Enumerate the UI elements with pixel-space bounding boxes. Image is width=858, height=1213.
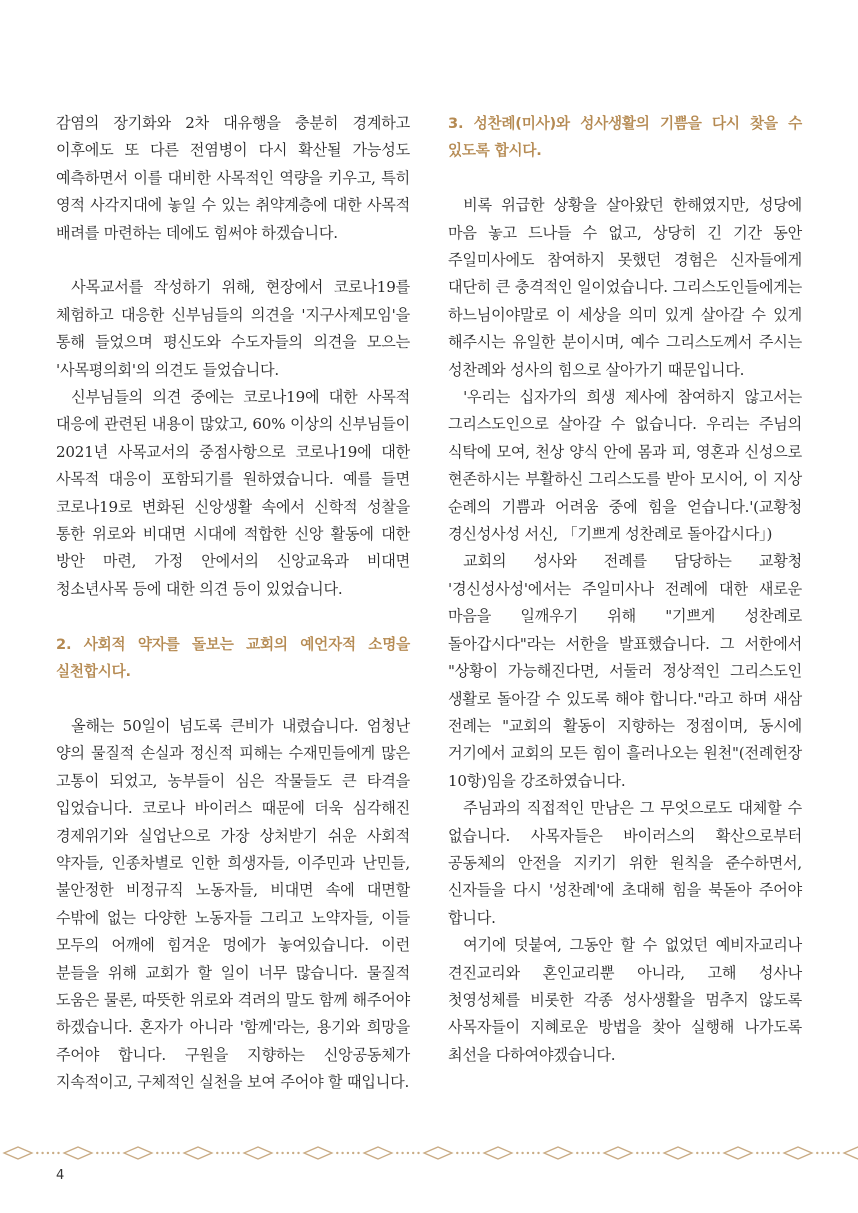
ornament-dot	[472, 1152, 474, 1154]
ornament-dot	[456, 1152, 458, 1154]
ornament-dot	[587, 1152, 589, 1154]
ornament-dot	[412, 1152, 414, 1154]
ornament-dot	[641, 1152, 643, 1154]
footer-ornament-border	[0, 1140, 858, 1166]
body-paragraph: 올해는 50일이 넘도록 큰비가 내렸습니다. 엄청난 양의 물질적 손실과 정신적 피해는 수재민들에게 많은 고통이 되었고, 농부들이 심은 작물들도 큰 타격을 입었습니다. 코로나 바이러스 때문에 더욱 심각해진 경제위기와 실업난으로 가장 상처받기 쉬운 사회적 약자들, 인종차별로 인한 희생자들, 이주민과 난민들, 불안정한 비정규직 노동자들, 비대면 속에 대면할 수밖에 없는 다양한 노동자들 그리고 노약자들, 이들 모두의 어깨에 힘겨운 멍에가 놓여있습니다. 이런 분들을 위해 교회가 할 일이 너무 많습니다. 물질적 도움은 물론, 따뜻한 위로와 격려의 말도 함께 해주어야 하겠습니다. 혼자가 아니라 '함께'라는, 용기와 희망을 주어야 합니다. 구원을 지향하는 신앙공동체가 지속적이고, 구체적인 실천을 보여 주어야 할 때입니다.	[56, 716, 410, 1092]
body-paragraph: 주님과의 직접적인 만남은 그 무엇으로도 대체할 수 없습니다. 사목자들은 바이러스의 확산으로부터 공동체의 안전을 지키기 위한 원칙을 준수하면서, 신자들을 다시 '성찬례'에 초대해 힘을 북돋아 주어야 합니다.	[448, 799, 802, 927]
ornament-dot	[341, 1152, 343, 1154]
ornament-dot	[117, 1152, 119, 1154]
ornament-dot	[101, 1152, 103, 1154]
ornament-dot	[652, 1152, 654, 1154]
ornament-dot	[461, 1152, 463, 1154]
ornament-diamond	[304, 1147, 332, 1159]
ornament-dot	[717, 1152, 719, 1154]
ornament-diamond	[64, 1147, 92, 1159]
ornament-diamond	[424, 1147, 452, 1159]
body-paragraph: 여기에 덧붙여, 그동안 할 수 없었던 예비자교리나 견진교리와 혼인교리뿐 아니라, 고해 성사나 첫영성체를 비롯한 각종 성사생활을 멈추지 않도록 사목자들이 지혜로운 방법을 찾아 실행해 나가도록 최선을 다하여야겠습니다.	[448, 936, 802, 1064]
ornament-diamond	[784, 1147, 812, 1159]
ornament-dot	[96, 1152, 98, 1154]
ornament-dot	[592, 1152, 594, 1154]
ornament-dot	[521, 1152, 523, 1154]
ornament-dot	[347, 1152, 349, 1154]
ornament-dot	[107, 1152, 109, 1154]
ornament-dot	[756, 1152, 758, 1154]
ornament-dot	[216, 1152, 218, 1154]
ornament-dot	[477, 1152, 479, 1154]
body-paragraph: 사목교서를 작성하기 위해, 현장에서 코로나19를 체험하고 대응한 신부님들의 의견을 '지구사제모임'을 통해 들었으며 평신도와 수도자들의 의견을 모으는 '사목평의회'의 의견도 들었습니다.	[56, 278, 410, 379]
ornament-dot	[701, 1152, 703, 1154]
ornament-dot	[276, 1152, 278, 1154]
ornament-dot	[352, 1152, 354, 1154]
ornament-dot	[287, 1152, 289, 1154]
ornament-dot	[576, 1152, 578, 1154]
ornament-dot	[832, 1152, 834, 1154]
ornament-dot	[537, 1152, 539, 1154]
ornament-dot	[297, 1152, 299, 1154]
ornament-dot	[172, 1152, 174, 1154]
ornament-diamond	[124, 1147, 152, 1159]
ornament-dot	[532, 1152, 534, 1154]
ornament-dot	[232, 1152, 234, 1154]
ornament-diamond	[604, 1147, 632, 1159]
ornament-dot	[767, 1152, 769, 1154]
ornament-dot	[777, 1152, 779, 1154]
ornament-dot	[167, 1152, 169, 1154]
ornament-dot	[177, 1152, 179, 1154]
ornament-diamond	[244, 1147, 272, 1159]
ornament-dot	[821, 1152, 823, 1154]
ornament-dot	[657, 1152, 659, 1154]
ornament-diamond	[664, 1147, 692, 1159]
ornament-dot	[112, 1152, 114, 1154]
left-column	[56, 110, 410, 1097]
ornament-dot	[417, 1152, 419, 1154]
ornament-dot	[827, 1152, 829, 1154]
ornament-dot	[647, 1152, 649, 1154]
ornament-dot	[467, 1152, 469, 1154]
ornament-dot	[292, 1152, 294, 1154]
section-heading-3: 3. 성찬례(미사)와 성사생활의 기쁨을 다시 찾을 수 있도록 합시다.	[448, 115, 802, 160]
ornament-dot	[156, 1152, 158, 1154]
ornament-dot	[227, 1152, 229, 1154]
ornament-dot	[57, 1152, 59, 1154]
page-number: 4	[56, 1168, 65, 1183]
ornament-dot	[772, 1152, 774, 1154]
ornament-dot	[41, 1152, 43, 1154]
ornament-dot	[396, 1152, 398, 1154]
ornament-diamond	[844, 1147, 858, 1159]
ornament-dot	[401, 1152, 403, 1154]
ornament-diamond	[484, 1147, 512, 1159]
body-paragraph: 감염의 장기화와 2차 대유행을 충분히 경계하고 이후에도 또 다른 전염병이 다시 확산될 가능성도 예측하면서 이를 대비한 사목적인 역량을 키우고, 특히 영적 사각지대에 놓일 수 있는 취약계층에 대한 사목적 배려를 마련하는 데에도 힘써야 하겠습니다.	[56, 114, 410, 242]
ornament-dot	[336, 1152, 338, 1154]
ornament-dot	[516, 1152, 518, 1154]
body-paragraph: 교회의 성사와 전례를 담당하는 교황청 '경신성사성'에서는 주일미사나 전례에 대한 새로운 마음을 일깨우기 위해 "기쁘게 성찬례로 돌아갑시다"라는 서한을 발표했습니다. 그 서한에서 "상황이 가능해진다면, 서둘러 정상적인 그리스도인 생활로 돌아갈 수 있도록 해야 합니다."라고 하며 새삼 전례는 "교회의 활동이 지향하는 정점이며, 동시에 거기에서 교회의 모든 힘이 흘러나오는 원천"(전례헌장 10항)임을 강조하였습니다.	[448, 552, 802, 790]
body-paragraph: 비록 위급한 상황을 살아왔던 한해였지만, 성당에 마음 놓고 드나들 수 없고, 상당히 긴 기간 동안 주일미사에도 참여하지 못했던 경험은 신자들에게 대단히 큰 충격적인 일이었습니다. 그리스도인들에게는 하느님이야말로 이 세상을 의미 있게 살아갈 수 있게 해주시는 유일한 분이시며, 예수 그리스도께서 주시는 성찬례와 성사의 힘으로 살아가기 때문입니다.	[448, 196, 802, 379]
ornament-dot	[36, 1152, 38, 1154]
ornament-dot	[581, 1152, 583, 1154]
quote-paragraph: '우리는 십자가의 희생 제사에 참여하지 않고서는 그리스도인으로 살아갈 수 없습니다. 우리는 주님의 식탁에 모여, 천상 양식 안에 몸과 피, 영혼과 신성으로 현존하시는 부활하신 그리스도를 받아 모시어, 이 지상 순례의 기쁨과 어려움 중에 힘을 얻습니다.'(교황청 경신성사성 서신, 「기쁘게 성찬례로 돌아갑시다」)	[448, 388, 802, 544]
ornament-dot	[52, 1152, 54, 1154]
ornament-dot	[47, 1152, 49, 1154]
ornament-dot	[237, 1152, 239, 1154]
ornament-diamond	[724, 1147, 752, 1159]
right-column	[448, 110, 802, 1069]
section-heading-2: 2. 사회적 약자를 돌보는 교회의 예언자적 소명을 실천합시다.	[56, 635, 410, 681]
ornament-diamond	[544, 1147, 572, 1159]
ornament-diamond	[184, 1147, 212, 1159]
ornament-diamond	[4, 1147, 32, 1159]
ornament-dot	[761, 1152, 763, 1154]
ornament-dot	[281, 1152, 283, 1154]
ornament-dot	[527, 1152, 529, 1154]
ornament-dot	[221, 1152, 223, 1154]
ornament-diamond	[364, 1147, 392, 1159]
ornament-dot	[597, 1152, 599, 1154]
ornament-dot	[712, 1152, 714, 1154]
ornament-dot	[407, 1152, 409, 1154]
ornament-dot	[357, 1152, 359, 1154]
body-paragraph: 신부님들의 의견 중에는 코로나19에 대한 사목적 대응에 관련된 내용이 많았고, 60% 이상의 신부님들이 2021년 사목교서의 중점사항으로 코로나19에 대한 사목적 대응이 포함되기를 원하였습니다. 예를 들면 코로나19로 변화된 신앙생활 속에서 신학적 성찰을 통한 위로와 비대면 시대에 적합한 신앙 활동에 대한 방안 마련, 가정 안에서의 신앙교육과 비대면 청소년사목 등에 대한 의견 등이 있었습니다.	[56, 388, 410, 598]
ornament-dot	[816, 1152, 818, 1154]
ornament-dot	[636, 1152, 638, 1154]
ornament-dot	[707, 1152, 709, 1154]
ornament-dot	[837, 1152, 839, 1154]
ornament-dot	[696, 1152, 698, 1154]
ornament-dot	[161, 1152, 163, 1154]
